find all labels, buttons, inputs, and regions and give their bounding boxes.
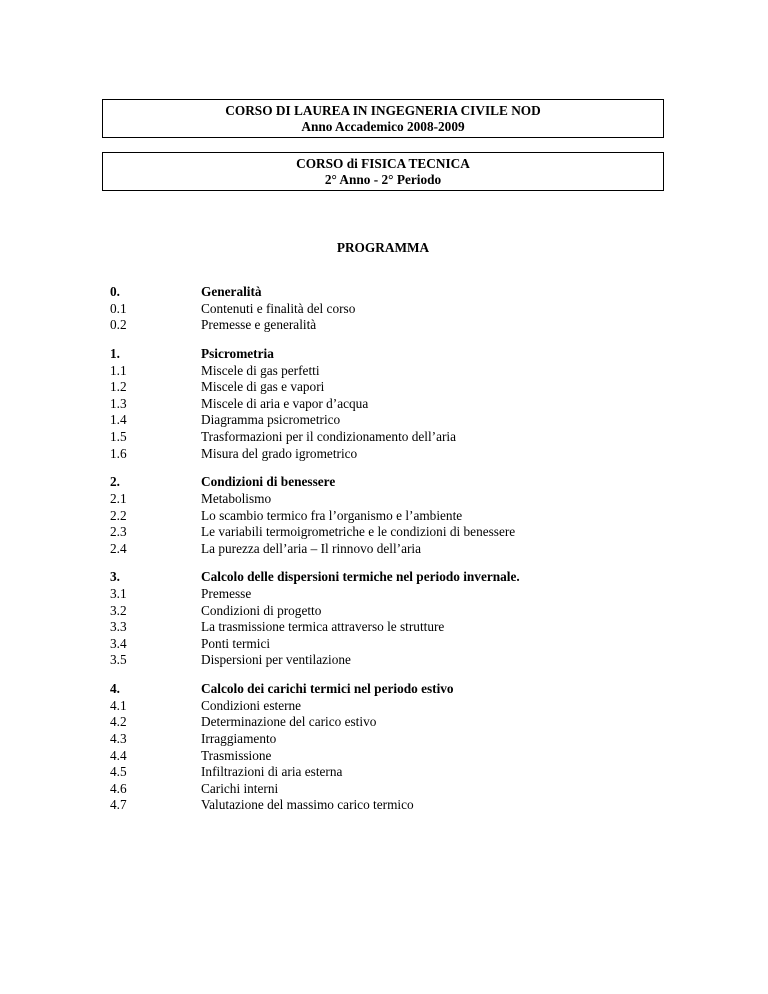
section-heading xyxy=(110,681,670,698)
item-number: 4.5 xyxy=(110,764,127,780)
item-text: Le variabili termoigrometriche e le condizioni di benessere xyxy=(201,524,516,540)
item-number: 1.1 xyxy=(110,362,127,378)
program-section xyxy=(110,681,670,814)
item-text: Trasmissione xyxy=(201,747,272,763)
section-item xyxy=(110,541,670,558)
section-item xyxy=(110,524,670,541)
item-text: Carichi interni xyxy=(201,780,279,796)
item-number: 0.1 xyxy=(110,300,127,316)
program-title: PROGRAMMA xyxy=(336,240,430,255)
section-title: Condizioni di benessere xyxy=(201,474,336,490)
item-number: 0.2 xyxy=(110,317,127,333)
item-text: Ponti termici xyxy=(201,635,271,651)
section-heading xyxy=(110,284,670,301)
item-number: 1.4 xyxy=(110,412,127,428)
section-item xyxy=(110,698,670,715)
section-item xyxy=(110,714,670,731)
item-number: 1.5 xyxy=(110,428,127,444)
section-item xyxy=(110,301,670,318)
degree-course-title: CORSO DI LAUREA IN INGEGNERIA CIVILE NOD xyxy=(225,103,541,118)
item-text: Condizioni esterne xyxy=(201,697,302,713)
degree-header-box xyxy=(102,99,664,138)
item-text: Valutazione del massimo carico termico xyxy=(201,797,414,813)
item-number: 4.3 xyxy=(110,731,127,746)
item-text: Infiltrazioni di aria esterna xyxy=(201,764,343,780)
section-item xyxy=(110,508,670,525)
section-item xyxy=(110,619,670,636)
item-number: 4.6 xyxy=(110,780,127,796)
subject-title: CORSO di FISICA TECNICA xyxy=(296,156,470,171)
item-number: 3.4 xyxy=(110,635,127,651)
section-item xyxy=(110,781,670,798)
item-text: Miscele di gas e vapori xyxy=(201,379,325,395)
section-item xyxy=(110,317,670,334)
item-text: Miscele di aria e vapor d’acqua xyxy=(201,395,369,411)
item-number: 2.3 xyxy=(110,524,127,540)
section-number: 0. xyxy=(110,284,120,299)
item-number: 3.2 xyxy=(110,602,127,618)
section-item xyxy=(110,363,670,380)
item-text: Metabolismo xyxy=(201,490,272,506)
section-item xyxy=(110,748,670,765)
item-text: Dispersioni per ventilazione xyxy=(201,652,351,668)
item-number: 3.1 xyxy=(110,586,127,602)
section-heading xyxy=(110,474,670,491)
program-section xyxy=(110,284,670,334)
section-item xyxy=(110,586,670,603)
item-text: Premesse e generalità xyxy=(201,317,317,333)
section-number: 1. xyxy=(110,345,120,361)
item-text: Lo scambio termico fra l’organismo e l’ambiente xyxy=(201,507,463,523)
section-item xyxy=(110,396,670,413)
item-number: 3.5 xyxy=(110,652,127,668)
section-title: Calcolo dei carichi termici nel periodo estivo xyxy=(201,681,454,697)
program-section xyxy=(110,569,670,669)
item-number: 1.3 xyxy=(110,395,127,411)
section-number: 3. xyxy=(110,569,120,585)
section-item xyxy=(110,731,670,748)
section-item xyxy=(110,764,670,781)
item-number: 2.2 xyxy=(110,507,127,523)
item-text: Contenuti e finalità del corso xyxy=(201,300,356,316)
section-title: Psicrometria xyxy=(201,345,274,361)
item-text: Premesse xyxy=(201,586,252,602)
item-number: 4.4 xyxy=(110,747,127,763)
section-number: 4. xyxy=(110,681,120,697)
item-number: 2.4 xyxy=(110,540,127,556)
section-item xyxy=(110,412,670,429)
section-item xyxy=(110,491,670,508)
item-number: 3.3 xyxy=(110,619,127,635)
section-item xyxy=(110,636,670,653)
item-text: Irraggiamento xyxy=(201,731,277,746)
section-item xyxy=(110,797,670,814)
item-number: 4.2 xyxy=(110,714,127,730)
subject-header-box xyxy=(102,152,664,191)
section-item xyxy=(110,603,670,620)
subject-period: 2° Anno - 2° Periodo xyxy=(324,172,442,187)
program-sections xyxy=(110,284,670,826)
item-text: Diagramma psicrometrico xyxy=(201,412,341,428)
item-number: 1.6 xyxy=(110,445,127,461)
item-number: 2.1 xyxy=(110,490,127,506)
section-item xyxy=(110,652,670,669)
item-number: 4.1 xyxy=(110,697,127,713)
section-item xyxy=(110,379,670,396)
item-text: Condizioni di progetto xyxy=(201,602,322,618)
section-item xyxy=(110,429,670,446)
section-number: 2. xyxy=(110,474,120,490)
section-heading xyxy=(110,569,670,586)
item-number: 1.2 xyxy=(110,379,127,395)
section-title: Calcolo delle dispersioni termiche nel periodo invernale. xyxy=(201,569,520,585)
item-text: Misura del grado igrometrico xyxy=(201,445,358,461)
program-section xyxy=(110,346,670,462)
program-section xyxy=(110,474,670,557)
section-title: Generalità xyxy=(201,284,262,299)
item-text: Determinazione del carico estivo xyxy=(201,714,377,730)
item-number: 4.7 xyxy=(110,797,127,813)
item-text: La purezza dell’aria – Il rinnovo dell’aria xyxy=(201,540,422,556)
section-item xyxy=(110,446,670,463)
item-text: Trasformazioni per il condizionamento dell’aria xyxy=(201,428,457,444)
item-text: La trasmissione termica attraverso le strutture xyxy=(201,619,445,635)
item-text: Miscele di gas perfetti xyxy=(201,362,320,378)
section-heading xyxy=(110,346,670,363)
academic-year: Anno Accademico 2008-2009 xyxy=(301,119,465,134)
